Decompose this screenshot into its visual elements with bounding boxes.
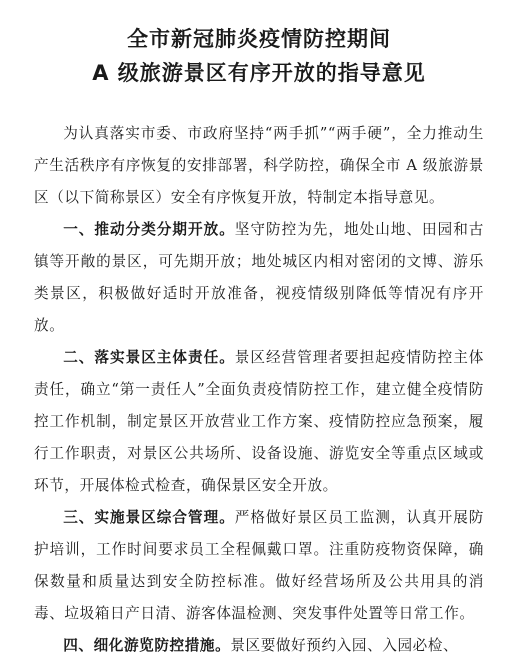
document-title	[34, 22, 484, 90]
section-heading-1: 一、推动分类分期开放。	[63, 221, 235, 238]
section-body-3: 严格做好景区员工监测，认真开展防护培训，工作时间要求员工全程佩戴口罩。注重防疫物资保障，确保数量和质量达到安全防控标准。做好经营场所及公共用具的消毒、垃圾箱日产日清、游客体温检测、突发事件处置等日常工作。	[34, 509, 484, 622]
section-paragraph-3	[34, 502, 484, 630]
section-body-1: 坚守防控为先，地处山地、田园和古镇等开敞的景区，可先期开放；地处城区内相对密闭的文博、游乐类景区，积极做好适时开放准备，视疫情级别降低等情况有序开放。	[34, 221, 484, 334]
title-line-2: A 级旅游景区有序开放的指导意见	[92, 61, 426, 85]
intro-paragraph: 为认真落实市委、市政府坚持“两手抓”“两手硬”，全力推动生产生活秩序有序恢复的安排部署，科学防控，确保全市 A 级旅游景区（以下简称景区）安全有序恢复开放，特制定本指导意见。	[34, 125, 484, 206]
section-body-4: 景区要做好预约入园、入园必检、	[230, 637, 459, 654]
section-heading-4: 四、细化游览防控措施。	[63, 637, 231, 654]
title-line-1: 全市新冠肺炎疫情防控期间	[127, 27, 391, 51]
section-paragraph-2	[34, 342, 484, 502]
section-paragraph-1	[34, 214, 484, 342]
section-heading-2: 二、落实景区主体责任。	[63, 349, 235, 366]
section-heading-3: 三、实施景区综合管理。	[63, 509, 235, 526]
section-paragraph-4	[34, 630, 484, 662]
section-body-2: 景区经营管理者要担起疫情防控主体责任，确立“第一责任人”全面负责疫情防控工作，建立健全疫情防控工作机制，制定景区开放营业工作方案、疫情防控应急预案，履行工作职责，对景区公共场所、设备设施、游览安全等重点区域或环节，开展体检式检查，确保景区安全开放。	[34, 349, 484, 494]
